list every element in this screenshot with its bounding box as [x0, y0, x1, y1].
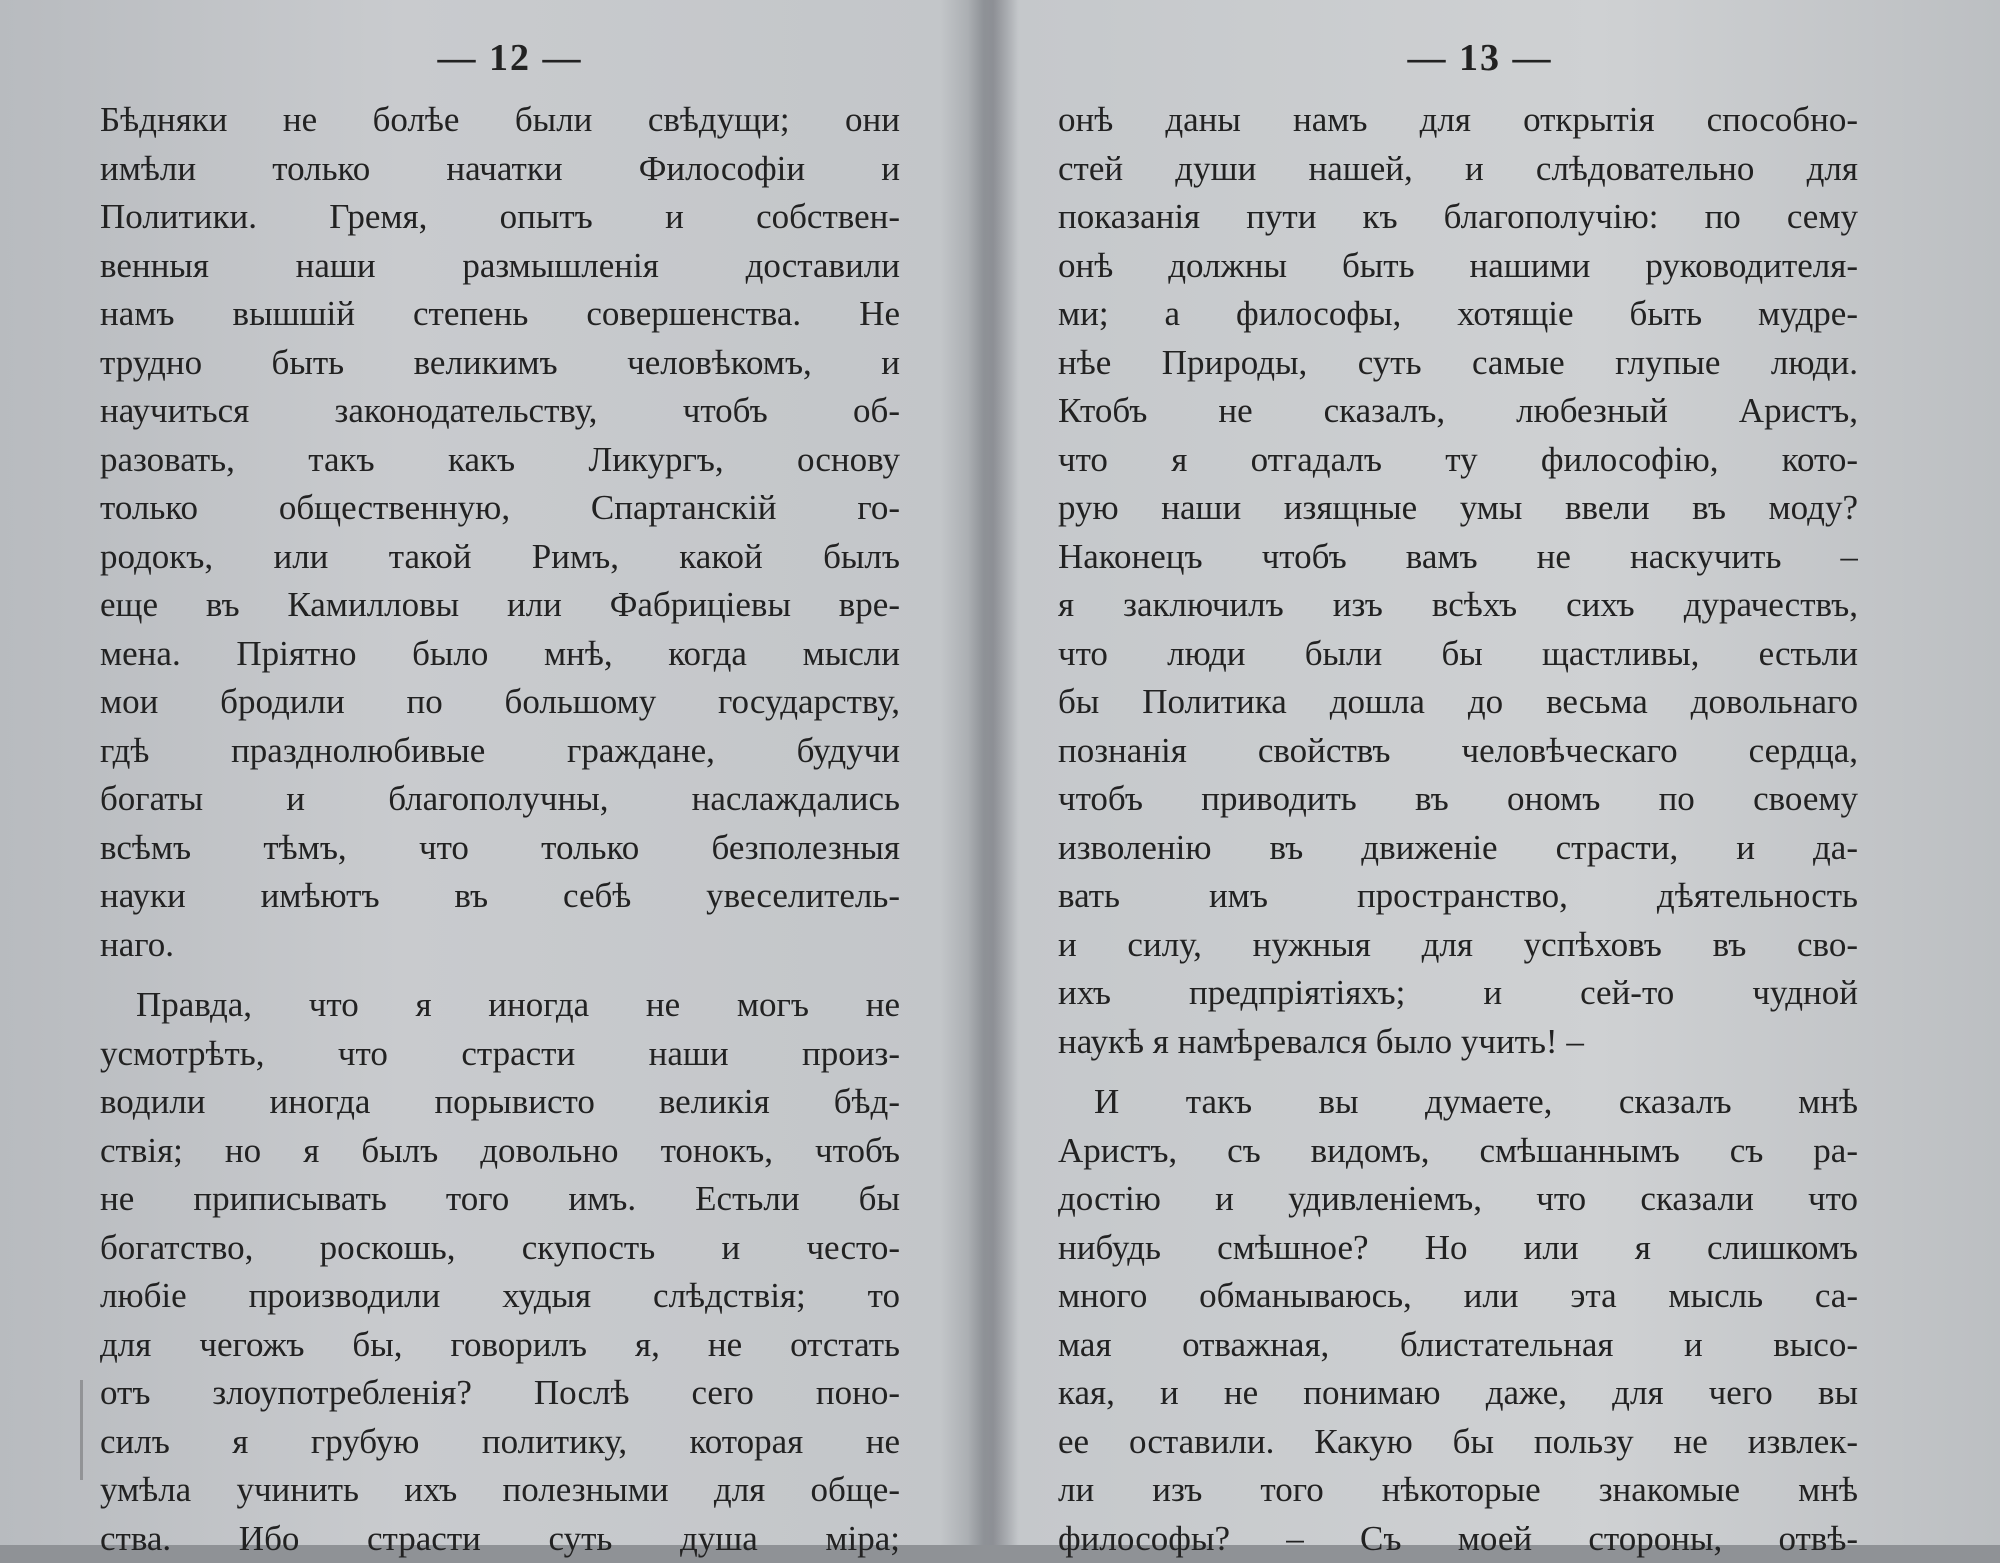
text-line: стей души нашей, и слѣдовательно для: [1058, 145, 1858, 194]
text-line: Наконецъ чтобъ вамъ не наскучить –: [1058, 533, 1858, 582]
text-line: богаты и благополучны, наслаждались: [100, 775, 900, 824]
text-line: имѣли только начатки Философіи и: [100, 145, 900, 194]
text-line: много обманываюсь, или эта мысль са-: [1058, 1272, 1858, 1321]
page-number: — 13 —: [1000, 36, 1960, 80]
text-line: родокъ, или такой Римъ, какой былъ: [100, 533, 900, 582]
text-line: рую наши изящные умы ввели въ моду?: [1058, 484, 1858, 533]
text-line: для чегожъ бы, говорилъ я, не отстать: [100, 1321, 900, 1370]
text-line: вать имъ пространство, дѣятельность: [1058, 872, 1858, 921]
text-line: наукѣ я намѣревался было учить! –: [1058, 1018, 1858, 1067]
text-line: Политики. Гремя, опытъ и собствен-: [100, 193, 900, 242]
text-line: трудно быть великимъ человѣкомъ, и: [100, 339, 900, 388]
text-line: я заключилъ изъ всѣхъ сихъ дурачествъ,: [1058, 581, 1858, 630]
paragraph-first-line: И такъ вы думаете, сказалъ мнѣ: [1058, 1078, 1858, 1127]
text-line: венныя наши размышленія доставили: [100, 242, 900, 291]
text-line: ли изъ того нѣкоторые знакомые мнѣ: [1058, 1466, 1858, 1515]
text-line: ее оставили. Какую бы пользу не извлек-: [1058, 1418, 1858, 1467]
text-line: не приписывать того имъ. Естьли бы: [100, 1175, 900, 1224]
text-line: гдѣ празднолюбивые граждане, будучи: [100, 727, 900, 776]
text-line: изволенію въ движеніе страсти, и да-: [1058, 824, 1858, 873]
text-line: только общественную, Спартанскій го-: [100, 484, 900, 533]
right-page: [1000, 0, 2000, 1545]
text-line: нибудь смѣшное? Но или я слишкомъ: [1058, 1224, 1858, 1273]
text-line: мая отважная, блистательная и высо-: [1058, 1321, 1858, 1370]
text-line: всѣмъ тѣмъ, что только безполезныя: [100, 824, 900, 873]
text-line: достію и удивленіемъ, что сказали что: [1058, 1175, 1858, 1224]
text-line: любіе производили худыя слѣдствія; то: [100, 1272, 900, 1321]
text-line: кая, и не понимаю даже, для чего вы: [1058, 1369, 1858, 1418]
text-line: онѣ должны быть нашими руководителя-: [1058, 242, 1858, 291]
text-line: Бѣдняки не болѣе были свѣдущи; они: [100, 96, 900, 145]
text-line: ми; а философы, хотящіе быть мудре-: [1058, 290, 1858, 339]
text-line: намъ вышшій степень совершенства. Не: [100, 290, 900, 339]
text-line: нѣе Природы, суть самые глупые люди.: [1058, 339, 1858, 388]
text-line: усмотрѣть, что страсти наши произ-: [100, 1030, 900, 1079]
page-number: — 12 —: [60, 36, 960, 80]
text-line: что я отгадалъ ту философію, кото-: [1058, 436, 1858, 485]
text-line: бы Политика дошла до весьма довольнаго: [1058, 678, 1858, 727]
page-body: [100, 96, 900, 1563]
text-line: науки имѣютъ въ себѣ увеселитель-: [100, 872, 900, 921]
text-line: силъ я грубую политику, которая не: [100, 1418, 900, 1467]
text-line: Аристъ, съ видомъ, смѣшаннымъ съ ра-: [1058, 1127, 1858, 1176]
text-line: философы? – Съ моей стороны, отвѣ-: [1058, 1515, 1858, 1563]
text-line: еще въ Камилловы или Фабриціевы вре-: [100, 581, 900, 630]
text-line: чтобъ приводить въ ономъ по своему: [1058, 775, 1858, 824]
left-page: [0, 0, 980, 1545]
text-line: отъ злоупотребленія? Послѣ сего поно-: [100, 1369, 900, 1418]
paragraph-first-line: Правда, что я иногда не могъ не: [100, 981, 900, 1030]
text-line: ихъ предпріятіяхъ; и сей-то чудной: [1058, 969, 1858, 1018]
text-line: наго.: [100, 921, 900, 970]
text-line: познанія свойствъ человѣческаго сердца,: [1058, 727, 1858, 776]
text-line: мои бродили по большому государству,: [100, 678, 900, 727]
text-line: разовать, такъ какъ Ликургъ, основу: [100, 436, 900, 485]
text-line: мена. Пріятно было мнѣ, когда мысли: [100, 630, 900, 679]
page-body: [1058, 96, 1858, 1563]
text-line: и силу, нужныя для успѣховъ въ сво-: [1058, 921, 1858, 970]
text-line: научиться законодательству, чтобъ об-: [100, 387, 900, 436]
text-line: богатство, роскошь, скупость и често-: [100, 1224, 900, 1273]
text-line: ствія; но я былъ довольно тонокъ, чтобъ: [100, 1127, 900, 1176]
text-line: умѣла учинить ихъ полезными для обще-: [100, 1466, 900, 1515]
text-line: водили иногда порывисто великія бѣд-: [100, 1078, 900, 1127]
text-line: ства. Ибо страсти суть душа міра;: [100, 1515, 900, 1563]
text-line: Ктобъ не сказалъ, любезный Аристъ,: [1058, 387, 1858, 436]
text-line: онѣ даны намъ для открытія способно-: [1058, 96, 1858, 145]
text-line: показанія пути къ благополучію: по сему: [1058, 193, 1858, 242]
text-line: что люди были бы щастливы, естьли: [1058, 630, 1858, 679]
